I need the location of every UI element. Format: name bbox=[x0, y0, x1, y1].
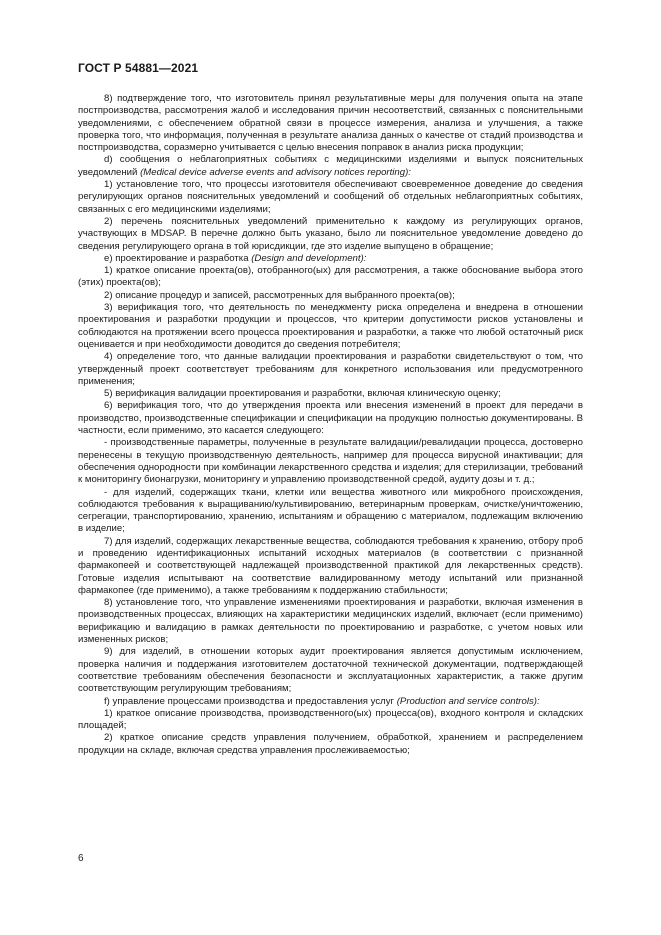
paragraph-text: 3) верификация того, что деятельность по менеджменту риска определена и внедрена в отношении проектирования и разработки продукции и процессов, что критерии допустимости рисков установлены и соблюдаются на протяжении всего процесса проектирования и разработки, а также что любой остаточный риск оценивается и при необходимости доводится до сведения потребителя; bbox=[78, 302, 583, 350]
paragraph-text: 7) для изделий, содержащих лекарственные вещества, соблюдаются требования к хранению, отбору проб и проведению идентификационных испытаний исходных материалов (в соответствии с признанной фармакопеей и соответствующей надлежащей производственной практикой для лекарственных средств). Готовые изделия испытывают на соответствие валидированному методу испытаний или признанной фармакопее (где применимо), а также требованиям к поддержанию стабильности; bbox=[78, 535, 583, 596]
paragraph-f2 bbox=[78, 732, 583, 757]
paragraph-text: f) управление процессами производства и предоставления услуг bbox=[104, 695, 397, 707]
paragraph-e2 bbox=[78, 290, 583, 302]
paragraph-text: - для изделий, содержащих ткани, клетки или вещества животного или микробного происхождения, соблюдаются требования к выращиванию/культивированию, ветеринарным проверкам, очистке/уничтожению, сегрегации, транспортированию, хранению, испытаниям и обращению с материалом, подлежащим включению в изделие; bbox=[78, 486, 583, 535]
paragraph-text: 5) верификация валидации проектирования и разработки, включая клиническую оценку; bbox=[104, 388, 501, 400]
paragraph-e4 bbox=[78, 351, 583, 388]
paragraph-d bbox=[78, 154, 583, 179]
paragraph-d1 bbox=[78, 179, 583, 216]
paragraph-d2 bbox=[78, 216, 583, 253]
paragraph-text: 1) установление того, что процессы изготовителя обеспечивают своевременное доведение до сведения регулирующих органов пояснительных уведомлений и сообщений об отдельных неблагоприятных событиях, связанных с его медицинскими изделиями; bbox=[78, 179, 583, 215]
paragraph-text: 8) установление того, что управление изменениями проектирования и разработки, включая изменения в производственных процессах, влияющих на характеристики медицинских изделий, включает (если применимо) верификацию и валидацию в рамках деятельности по проектированию и разработке, с учетом новых или измененных рисков; bbox=[78, 597, 583, 646]
document-body bbox=[78, 93, 583, 757]
paragraph-text: 2) описание процедур и записей, рассмотренных для выбранного проекта(ов); bbox=[104, 289, 455, 301]
paragraph-f1 bbox=[78, 708, 583, 733]
paragraph-e6 bbox=[78, 400, 583, 437]
paragraph-e bbox=[78, 253, 583, 265]
paragraph-e6-dash2 bbox=[78, 487, 583, 536]
paragraph-text: 2) перечень пояснительных уведомлений применительно к каждому из регулирующих органов, участвующих в MDSAP. В перечне должно быть указано, было ли пояснительное уведомление доведено до сведения регулирующего органа в той юрисдикции, где это изделие выпущено в обращение; bbox=[78, 215, 583, 252]
paragraph-c8 bbox=[78, 93, 583, 154]
paragraph-text: 4) определение того, что данные валидации проектирования и разработки свидетельствуют о том, что утвержденный проект соответствует требованиям для конкретного использования или предусмотренного применения; bbox=[78, 351, 583, 387]
paragraph-text: d) сообщения о неблагоприятных событиях с медицинскими изделиями и выпуск пояснительных уведомлений bbox=[78, 154, 583, 178]
paragraph-text: 1) краткое описание проекта(ов), отобранного(ых) для рассмотрения, а также обоснование выбора этого (этих) проекта(ов); bbox=[78, 265, 583, 289]
paragraph-text: 6) верификация того, что до утверждения проекта или внесения изменений в проект для передачи в производство, производственные спецификации и спецификации на продукцию полностью документированы. В частности, если применимо, это касается следующего: bbox=[78, 400, 583, 437]
paragraph-e1 bbox=[78, 265, 583, 290]
paragraph-text: 1) краткое описание производства, производственного(ых) процесса(ов), входного контроля и складских площадей; bbox=[78, 707, 583, 732]
paragraph-text: - производственные параметры, полученные в результате валидации/ревалидации процесса, достоверно перенесены в текущую производственную деятельность, например для процесса вирусной инактивации; для обеспечения однородности при комбинации лекарственного средства и изделия; для стерилизации, требований к мониторингу бионагрузки, мониторингу и управлению производственной средой, аудиту дозы и т. д.; bbox=[78, 437, 583, 486]
paragraph-english-term: (Medical device adverse events and advisory notices reporting): bbox=[140, 166, 411, 178]
paragraph-text: e) проектирование и разработка bbox=[104, 252, 252, 264]
standard-header: ГОСТ Р 54881—2021 bbox=[78, 61, 199, 75]
paragraph-e7 bbox=[78, 536, 583, 597]
paragraph-e9 bbox=[78, 646, 583, 695]
paragraph-e6-dash1 bbox=[78, 437, 583, 486]
paragraph-e5 bbox=[78, 388, 583, 400]
paragraph-e8 bbox=[78, 597, 583, 646]
paragraph-text: 8) подтверждение того, что изготовитель принял результативные меры для получения опыта на этапе постпроизводства, рассмотрения жалоб и исследования причин несоответствий, связанных с пояснительными уведомлениями, с обеспечением обратной связи в процессе измерения, анализа и улучшения, а также проверка того, что информация, полученная в результате анализа данных о качестве от стадий производства и постпроизводства, соразмерно учитывается с целью внесения поправок в анализ риска продукции; bbox=[78, 93, 583, 154]
page-number: 6 bbox=[78, 853, 84, 864]
paragraph-text: 9) для изделий, в отношении которых аудит проектирования является допустимым исключением, проверка наличия и поддержания изготовителем достаточной технической документации, подтверждающей соответствие требованиям обеспечения безопасности и эксплуатационных характеристик, а также другим соответствующим регулирующим требованиям; bbox=[78, 646, 583, 695]
paragraph-text: 2) краткое описание средств управления получением, обработкой, хранением и распределением продукции на складе, включая средства управления прослеживаемостью; bbox=[78, 732, 583, 756]
paragraph-f bbox=[78, 696, 583, 708]
paragraph-e3 bbox=[78, 302, 583, 351]
paragraph-english-term: (Design and development): bbox=[251, 252, 367, 264]
paragraph-english-term: (Production and service controls): bbox=[396, 695, 540, 707]
